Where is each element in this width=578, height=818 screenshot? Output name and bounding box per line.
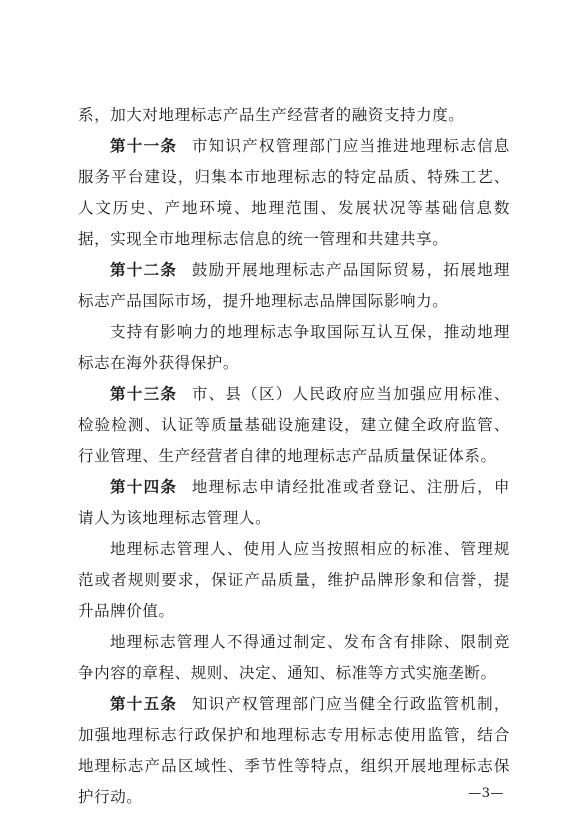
article-number: 第十四条 <box>110 478 178 496</box>
paragraph-text: 地理标志管理人不得通过制定、发布含有排除、限制竞争内容的章程、规则、决定、通知、标准等方式实施垄断。 <box>78 633 510 682</box>
article-text: 知识产权管理部门应当健全行政监管机制，加强地理标志行政保护和地理标志专用标志使用监管，结合地理标志产品区域性、季节性等特点，组织开展地理标志保护行动。 <box>78 695 511 806</box>
article-11 <box>78 131 510 255</box>
article-number: 第十一条 <box>110 137 178 155</box>
article-14 <box>78 472 510 534</box>
paragraph-text: 系，加大对地理标志产品生产经营者的融资支持力度。 <box>78 106 465 124</box>
article-number: 第十五条 <box>110 695 178 713</box>
article-14-paragraph-2 <box>78 534 510 627</box>
article-13 <box>78 379 510 472</box>
article-12 <box>78 255 510 317</box>
paragraph-text: 支持有影响力的地理标志争取国际互认互保，推动地理标志在海外获得保护。 <box>78 323 510 372</box>
page-number: —3— <box>468 786 504 801</box>
article-number: 第十三条 <box>110 385 178 403</box>
article-text: 地理标志申请经批准或者登记、注册后，申请人为该地理标志管理人。 <box>78 478 511 527</box>
article-text: 鼓励开展地理标志产品国际贸易，拓展地理标志产品国际市场，提升地理标志品牌国际影响力。 <box>78 261 511 310</box>
article-15 <box>78 689 510 813</box>
paragraph-text: 地理标志管理人、使用人应当按照相应的标准、管理规范或者规则要求，保证产品质量，维护品牌形象和信誉，提升品牌价值。 <box>78 540 510 620</box>
article-14-paragraph-3 <box>78 627 510 689</box>
article-text: 市知识产权管理部门应当推进地理标志信息服务平台建设，归集本市地理标志的特定品质、特殊工艺、人文历史、产地环境、地理范围、发展状况等基础信息数据，实现全市地理标志信息的统一管理和共建共享。 <box>78 137 511 248</box>
article-text: 市、县（区）人民政府应当加强应用标准、检验检测、认证等质量基础设施建设，建立健全政府监管、行业管理、生产经营者自律的地理标志产品质量保证体系。 <box>78 385 511 465</box>
article-number: 第十二条 <box>110 261 178 279</box>
article-12-paragraph-2 <box>78 317 510 379</box>
paragraph-continuation <box>78 100 510 131</box>
